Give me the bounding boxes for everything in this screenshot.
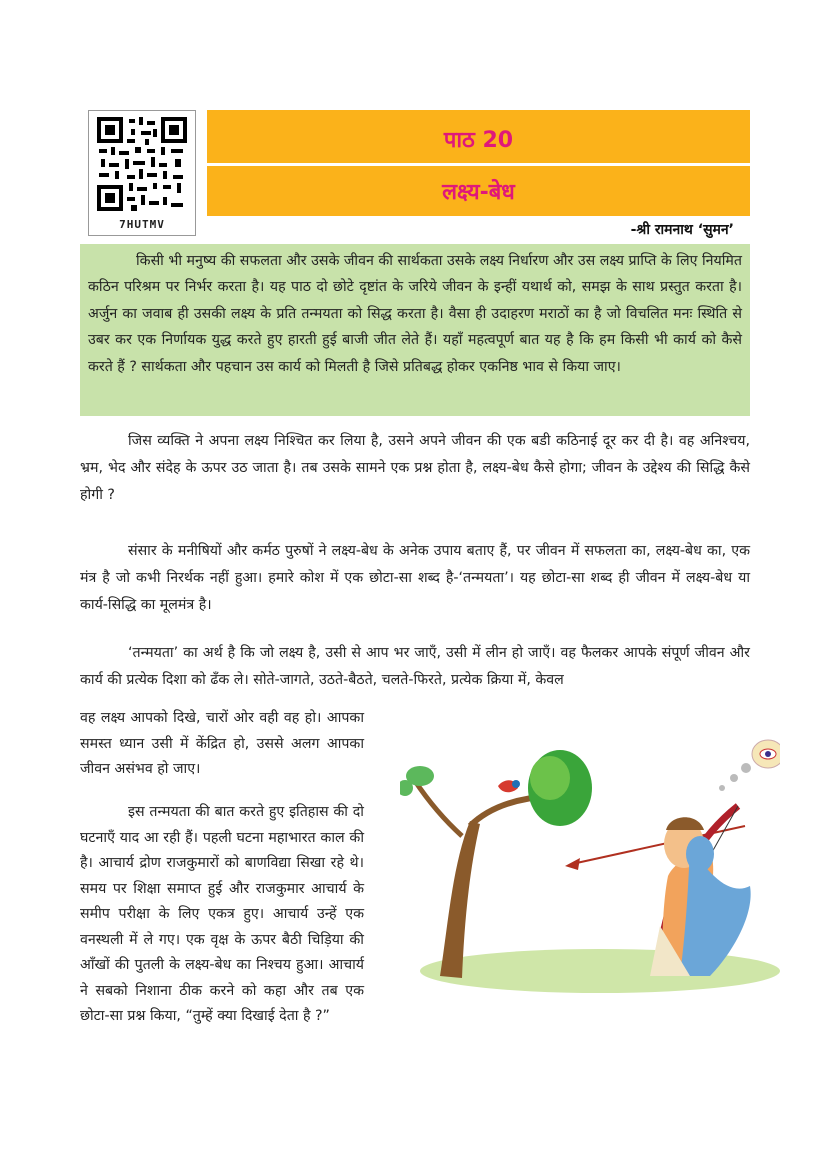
chapter-banner [207,110,750,216]
banner-divider [207,163,750,166]
paragraph-4: इस तन्मयता की बात करते हुए इतिहास की दो घटनाएँ याद आ रही हैं। पहली घटना महाभारत काल की है। आचार्य द्रोण राजकुमारों को बाणविद्या सिखा रहे थे। समय पर शिक्षा समाप्त हुई और राजकुमार आचार्य के समीप परीक्षा के लिए एकत्र हुए। आचार्य उन्हें एक वनस्थली में ले गए। एक वृक्ष के ऊपर बैठी चिड़िया की आँखों की पुतली के लक्ष्य-बेध का निश्चय हुआ। आचार्य ने सबको निशाना ठीक करने को कहा और तब एक छोटा-सा प्रश्न किया, “तुम्हें क्या दिखाई देता है ?” [80,804,364,1024]
paragraph-3: ‘तन्मयता’ का अर्थ है कि जो लक्ष्य है, उसी से आप भर जाएँ, उसी में लीन हो जाएँ। वह फैलकर आपके संपूर्ण जीवन और कार्य की प्रत्येक दिशा को ढँक ले। सोते-जागते, उठते-बैठते, चलते-फिरते, प्रत्येक क्रिया में, केवल [80,645,750,688]
paragraph-2: संसार के मनीषियों और कर्मठ पुरुषों ने लक्ष्य-बेध के अनेक उपाय बताए हैं, पर जीवन में सफलता का, लक्ष्य-बेध का, एक मंत्र है जो कभी निरर्थक नहीं हुआ। हमारे कोश में एक छोटा-सा शब्द है-‘तन्मयता’। यह छोटा-सा शब्द ही जीवन में लक्ष्य-बेध या कार्य-सिद्धि का मूलमंत्र है। [80,543,750,613]
paragraph-1: जिस व्यक्ति ने अपना लक्ष्य निश्चित कर लिया है, उसने अपने जीवन की एक बडी कठिनाई दूर कर दी है। वह अनिश्चय, भ्रम, भेद और संदेह के ऊपर उठ जाता है। तब उसके सामने एक प्रश्न होता है, लक्ष्य-बेध कैसे होगा; जीवन के उद्देश्य की सिद्धि कैसे होगी ? [80,433,750,503]
qr-code-text: 7HUTMV [119,218,165,231]
arjuna-archery-illustration [400,726,780,996]
chapter-number: पाठ 20 [443,128,514,153]
intro-box [80,244,750,416]
author-credit: -श्री रामनाथ ‘सुमन’ [630,222,734,238]
paragraph-3-continued: वह लक्ष्य आपको दिखे, चारों ओर वही वह हो। आपका समस्त ध्यान उसी में केंद्रित हो, उससे अलग आपका जीवन असंभव हो जाए। [80,710,364,777]
qr-pattern [97,117,187,211]
intro-text: किसी भी मनुष्य की सफलता और उसके जीवन की सार्थकता उसके लक्ष्य निर्धारण और उस लक्ष्य प्राप्ति के लिए नियमित कठिन परिश्रम पर निर्भर करता है। यह पाठ दो छोटे दृष्टांत के जरिये जीवन के इन्हीं यथार्थ को, समझ के साथ प्रस्तुत करता है। अर्जुन का जवाब ही उसकी लक्ष्य के प्रति तन्मयता को सिद्ध करता है। वैसा ही उदाहरण मराठों का है जो विचलित मनः स्थिति से उबर कर एक निर्णायक युद्ध करते हुए हारती हुई बाजी जीत लेते हैं। यहाँ महत्वपूर्ण बात यह है कि हम किसी भी कार्य को कैसे करते हैं ? सार्थकता और पहचान उस कार्य को मिलती है जिसे प्रतिबद्ध होकर एकनिष्ठ भाव से किया जाए। [88,253,742,375]
qr-code [88,110,196,236]
chapter-title: लक्ष्य-बेध [442,180,515,205]
